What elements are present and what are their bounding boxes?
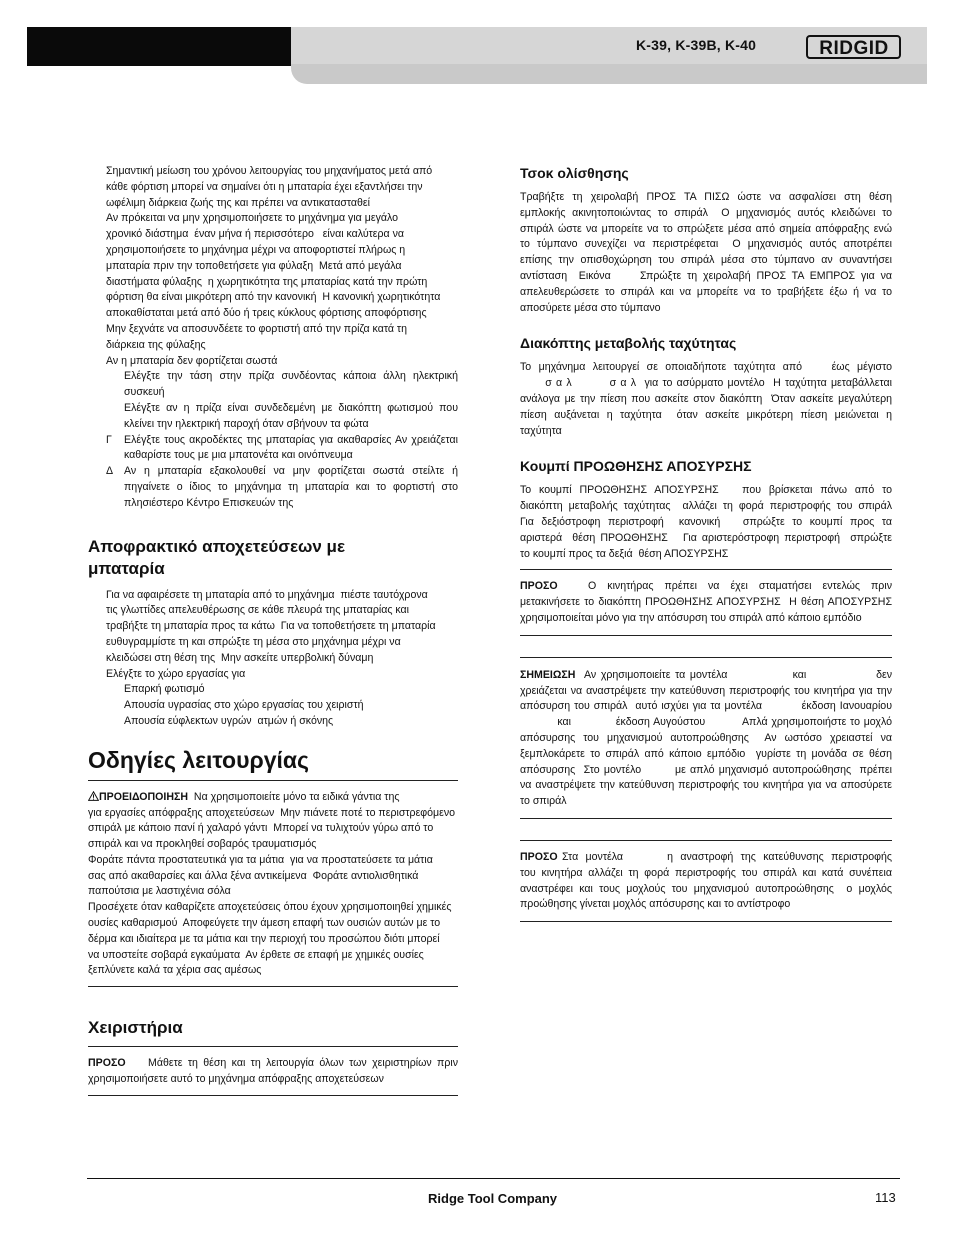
intro-line: ωφέλιμη διάρκεια ζωής της και πρέπει να αντικατασταθεί xyxy=(106,196,371,209)
battery-line: τραβήξτε τη μπαταρία προς τα κάτω Για να τοποθετήσετε τη μπαταρία xyxy=(106,620,436,633)
intro-line: διάρκεια της φύλαξης xyxy=(106,338,206,351)
controls-second: χρησιμοποιήσετε αυτό το μηχάνημα απόφραξης αποχετεύσεων xyxy=(88,1073,384,1086)
speed-line: ανάλογα με την πίεση που ασκείτε στον διακόπτη Όταν ασκείτε μεγαλύτερη xyxy=(520,392,892,405)
note2-line: το σπιράλ xyxy=(520,795,567,808)
warning-line: παπούτσια με λαστιχένια σόλα xyxy=(88,885,231,898)
battery-line: κλειδώσει στη θέση της Μην ασκείτε υπερβολική δύναμη xyxy=(106,651,374,664)
rule-controls-bottom xyxy=(88,1095,458,1096)
check-item xyxy=(106,433,458,465)
check-text: Ελέγξτε αν η πρίζα είναι συνδεδεμένη με διακόπτη φωτισμού που κλείνει την ηλεκτρική παροχή όταν σβήνουν τα φώτα xyxy=(124,401,458,430)
note3-line: του κινητήρα αλλάζει τη φορά περιστροφής του σπιράλ και κατά συνέπεια xyxy=(520,866,892,879)
warning-line: ξεπλύνετε καλά τα χέρια σας αμέσως xyxy=(88,964,262,977)
button-line: το κουμπί προς τα δεξιά θέση ΑΠΟΣΥΡΣΗΣ xyxy=(520,547,729,560)
speed-line: σ α λ σ α λ για το ασύρματο μοντέλο Η ταχύτητα μεταβάλλεται xyxy=(520,377,892,390)
warning-first: Να χρησιμοποιείτε μόνο τα ειδικά γάντια της xyxy=(193,790,400,803)
note1 xyxy=(520,579,892,626)
intro-line: Αν η μπαταρία δεν φορτίζεται σωστά xyxy=(106,354,278,367)
intro-line: Αν πρόκειται να μην χρησιμοποιήσετε το μηχάνημα για μεγάλο xyxy=(106,212,399,225)
note2-line: απόσυρση του σπιράλ αυτό ισχύει για τα μοντέλα έκδοση Ιανουαρίου xyxy=(520,700,892,713)
warning-block xyxy=(88,790,458,980)
warning-line: δέρμα και ιδιαίτερα με τα μάτια και την περιοχή του προσώπου διότι μπορεί xyxy=(88,932,440,945)
check-item xyxy=(106,401,458,433)
battery-paragraph xyxy=(106,588,458,683)
note3-first: Στα μοντέλα η αναστροφή της κατεύθυνσης περιστροφής xyxy=(562,850,892,863)
intro-line: φόρτιση θα είναι μικρότερη από την κανονική Η κανονική χωρητικότητα xyxy=(106,291,441,304)
note2-first: Αν χρησιμοποιείτε τα μοντέλα και δεν xyxy=(584,668,892,681)
check-list xyxy=(106,369,458,511)
speed-line: ταχύτητα xyxy=(520,424,562,437)
intro-line: Μην ξεχνάτε να αποσυνδέετε το φορτιστή από την πρίζα κατά τη xyxy=(106,322,407,335)
button-line: αριστερά θέση ΠΡΟΩΘΗΣΗΣ Για αριστερόστροφη περιστροφή σπρώξτε xyxy=(520,531,892,544)
header-gray-tab xyxy=(291,64,927,84)
slip-heading: Τσοκ ολίσθησης xyxy=(520,165,629,181)
note3 xyxy=(520,850,892,913)
note1-line: χρησιμοποιείται μόνο για την απόσυρση του σπιράλ από κάποιο εμπόδιο xyxy=(520,611,862,624)
battery-line: ευθυγραμμίστε τη και σπρώξτε τη μέσα στο μηχάνημα μέχρι να xyxy=(106,635,401,648)
note2-line: απόσυρσης του μηχανισμού αυτοπροώθησης Αν ωστόσο χρειαστεί να xyxy=(520,731,892,744)
note2-label: ΣΗΜΕΙΩΣΗ xyxy=(520,668,576,681)
note1-first: Ο κινητήρας πρέπει να έχει σταματήσει εντελώς πριν xyxy=(588,580,892,593)
speed-paragraph xyxy=(520,360,892,439)
slip-line: εμπλοκής ακινητοποιώντας το σπιράλ Ο μηχανισμός αυτός κλειδώνει το xyxy=(520,206,892,219)
intro-line: χρονικό διάστημα έναν μήνα ή περισσότερο είναι καλύτερα να xyxy=(106,228,405,241)
note2-line: και έκδοση Αυγούστου Απλά χρησιμοποιήστε το μοχλό xyxy=(520,716,892,729)
warning-line: σπιράλ με κάποιο πανί ή χαλαρό γάντι Μπορεί να τυλιχτούν γύρω από το xyxy=(88,822,434,835)
slip-line: σπιράλ ώστε να μπορείτε να το σπρώξετε μέσα από σημεία απόφραξης ενώ xyxy=(520,222,892,235)
note3-line: προώθησης γίνεται μοχλός απόσυρσης και το αντίστροφο xyxy=(520,898,791,911)
warning-line: Προσέχετε όταν καθαρίζετε αποχετεύσεις όπου έχουν χρησιμοποιηθεί χημικές xyxy=(88,901,452,914)
speed-heading: Διακόπτης μεταβολής ταχύτητας xyxy=(520,335,737,352)
battery-line: Για να αφαιρέσετε τη μπαταρία από το μηχάνημα πιέστε ταυτόχρονα xyxy=(106,588,428,601)
warning-line: για εργασίες απόφραξης αποχετεύσεων Μην πιάνετε ποτέ το περιστρεφόμενο xyxy=(88,806,456,819)
model-title: K-39, K-39B, K-40 xyxy=(636,37,757,53)
header-black-bar xyxy=(27,27,293,66)
controls-note xyxy=(88,1056,458,1088)
note1-line: μετακινήσετε το διακόπτη ΠΡΟΩΘΗΣΗΣ ΑΠΟΣΥΡΣΗΣ Η θέση ΑΠΟΣΥΡΣΗΣ xyxy=(520,596,892,609)
note3-line: αναστρέφει και τους μοχλούς του μηχανισμού αυτοπροώθησης ο μοχλός xyxy=(520,882,892,895)
left-column xyxy=(88,164,458,1096)
ridgid-logo xyxy=(806,33,902,61)
battery-line: Ελέγξτε το χώρο εργασίας για xyxy=(106,667,246,680)
slip-line: το τύμπανο συνεχίζει να περιστρέφεται Ο μηχανισμός αυτός αποτρέπει xyxy=(520,238,892,251)
check-marker xyxy=(106,369,124,401)
warning-line: Φοράτε πάντα προστατευτικά για τα μάτια για να προστατεύσετε τα μάτια xyxy=(88,853,433,866)
battery-heading-line2: μπαταρία xyxy=(88,558,165,578)
note1-label: ΠΡΟΣΟ xyxy=(520,580,558,593)
intro-line: διαστήματα φύλαξης η χωρητικότητα της μπαταρίας κατά την πρώτη xyxy=(106,275,428,288)
controls-first: Μάθετε τη θέση και τη λειτουργία όλων των χειριστηρίων πριν xyxy=(148,1057,458,1070)
warning-line: σας από ακαθαρσίες και άλλα ξένα αντικείμενα Φοράτε αντιολισθητικά xyxy=(88,869,419,882)
right-column xyxy=(520,164,892,922)
controls-label: ΠΡΟΣΟ xyxy=(88,1057,126,1070)
check-text: Αν η μπαταρία εξακολουθεί να μην φορτίζεται σωστά στείλτε ή πηγαίνετε ο ίδιος το μηχάνημα τη μπαταρία και το φορτιστή στο πλησιέστερο Κέντρο Επισκευών της xyxy=(124,465,458,509)
workspace-item: Επαρκή φωτισμό xyxy=(124,683,205,696)
intro-line: χρησιμοποιήσετε το μηχάνημα μέχρι να αποφορτιστεί πλήρως η xyxy=(106,243,406,256)
button-heading: Κουμπί ΠΡΟΩΘΗΣΗΣ ΑΠΟΣΥΡΣΗΣ xyxy=(520,458,752,475)
intro-line: μπαταρία πριν την τοποθετήσετε για φύλαξη Μετά από μεγάλα xyxy=(106,259,402,272)
note2-line: ξεμπλοκάρετε το σπιράλ από κάποιο εμπόδιο γυρίστε τη μονάδα σε θέση xyxy=(520,747,892,760)
operating-heading: Οδηγίες λειτουργίας xyxy=(88,746,310,773)
slip-line: αποσύρετε μέσα στο τύμπανο xyxy=(520,301,661,314)
workspace-item: Απουσία υγρασίας στο χώρο εργασίας του χειριστή xyxy=(124,699,364,712)
page-number: 113 xyxy=(875,1190,896,1205)
footer-rule xyxy=(87,1178,900,1179)
note2-line: απόσυρσης Στο μοντέλο με απλό μηχανισμό αυτοπροώθησης πρέπει xyxy=(520,763,892,776)
warning-line: ουσίες καθαρισμού Αποφεύγετε την άμεση επαφή των ουσιών αυτών με το xyxy=(88,917,441,930)
note3-label: ΠΡΟΣΟ xyxy=(520,850,558,863)
slip-paragraph xyxy=(520,190,892,316)
battery-line: τις γλωττίδες απελευθέρωσης σε κάθε πλευρά της μπαταρίας και xyxy=(106,604,410,617)
warning-line: να υποστείτε σοβαρά εγκαύματα Αν έρθετε σε επαφή με χημικές ουσίες xyxy=(88,948,424,961)
slip-line: επίσης την οπισθοχώρηση του σπιράλ μέσα στο τύμπανο αν συναντήσει xyxy=(520,254,892,267)
slip-line: Τραβήξτε τη χειρολαβή ΠΡΟΣ ΤΑ ΠΙΣΩ ώστε να ασφαλίσει στη θέση xyxy=(520,191,892,203)
button-line: Για δεξιόστροφη περιστροφή κανονική σπρώξτε το κουμπί προς τα xyxy=(520,515,892,528)
check-marker: Γ xyxy=(106,433,112,446)
slip-line: απελευθερώσετε το σπιράλ και να μπορείτε να το τραβήξετε έξω ή να το xyxy=(520,285,892,298)
warning-line: σπιράλ και να προκληθεί σοβαρός τραυματισμός xyxy=(88,838,317,851)
workspace-list xyxy=(106,682,458,729)
rule-note3-bottom xyxy=(520,921,892,922)
check-text: Ελέγξτε την τάση στην πρίζα συνδέοντας κάποια άλλη ηλεκτρική συσκευή xyxy=(124,370,458,399)
intro-paragraph xyxy=(106,164,458,369)
battery-heading-line1: Αποφρακτικό αποχετεύσεων με xyxy=(88,536,346,556)
button-line: Το κουμπί ΠΡΟΩΘΗΣΗΣ ΑΠΟΣΥΡΣΗΣ που βρίσκεται πάνω από το xyxy=(520,484,892,497)
check-item xyxy=(106,369,458,401)
check-marker: Δ xyxy=(106,465,114,478)
intro-line: κάθε φόρτιση μπορεί να σημαίνει ότι η μπαταρία έχει εξαντλήσει την xyxy=(106,180,423,193)
note2-line: να αναστρέψετε την κατεύθυνση περιστροφής του κινητήρα για να αποσύρετε xyxy=(520,779,892,792)
intro-line: αποκαθίσταται μετά από δύο ή τρεις κύκλους φόρτισης αποφόρτισης xyxy=(106,307,427,320)
check-marker xyxy=(106,401,124,433)
workspace-item: Απουσία εύφλεκτων υγρών ατμών ή σκόνης xyxy=(124,714,334,727)
check-text: Ελέγξτε τους ακροδέκτες της μπαταρίας για ακαθαρσίες Αν χρειάζεται καθαρίστε τους με μια μπατονέτα και οινόπνευμα xyxy=(124,433,458,462)
brand-text: RIDGID xyxy=(819,38,889,59)
controls-heading: Χειριστήρια xyxy=(88,1018,183,1038)
check-item xyxy=(106,464,458,511)
warning-label: ΠΡΟΕΙΔΟΠΟΙΗΣΗ xyxy=(99,790,189,803)
note2 xyxy=(520,668,892,810)
button-paragraph xyxy=(520,483,892,562)
footer-company: Ridge Tool Company xyxy=(428,1191,558,1206)
note2-line: χρειάζεται να αναστρέψετε την κατεύθυνση περιστροφής του κινητήρα για την xyxy=(520,684,892,697)
intro-line: Σημαντική μείωση του χρόνου λειτουργίας του μηχανήματος μετά από xyxy=(106,165,433,177)
slip-line: αντίσταση Εικόνα Σπρώξτε τη χειρολαβή ΠΡΟΣ ΤΑ ΕΜΠΡΟΣ για να xyxy=(520,269,892,282)
warning-triangle-icon xyxy=(88,791,99,801)
speed-line: πίεση αυξάνεται η ταχύτητα όταν ασκείτε μικρότερη πίεση μειώνεται η xyxy=(520,408,892,421)
button-line: διακόπτη μεταβολής ταχύτητας αλλάζει τη φορά περιστροφής του σπιράλ xyxy=(520,500,892,513)
speed-line: Το μηχάνημα λειτουργεί σε οποιαδήποτε ταχύτητα από έως μέγιστο xyxy=(520,361,892,374)
